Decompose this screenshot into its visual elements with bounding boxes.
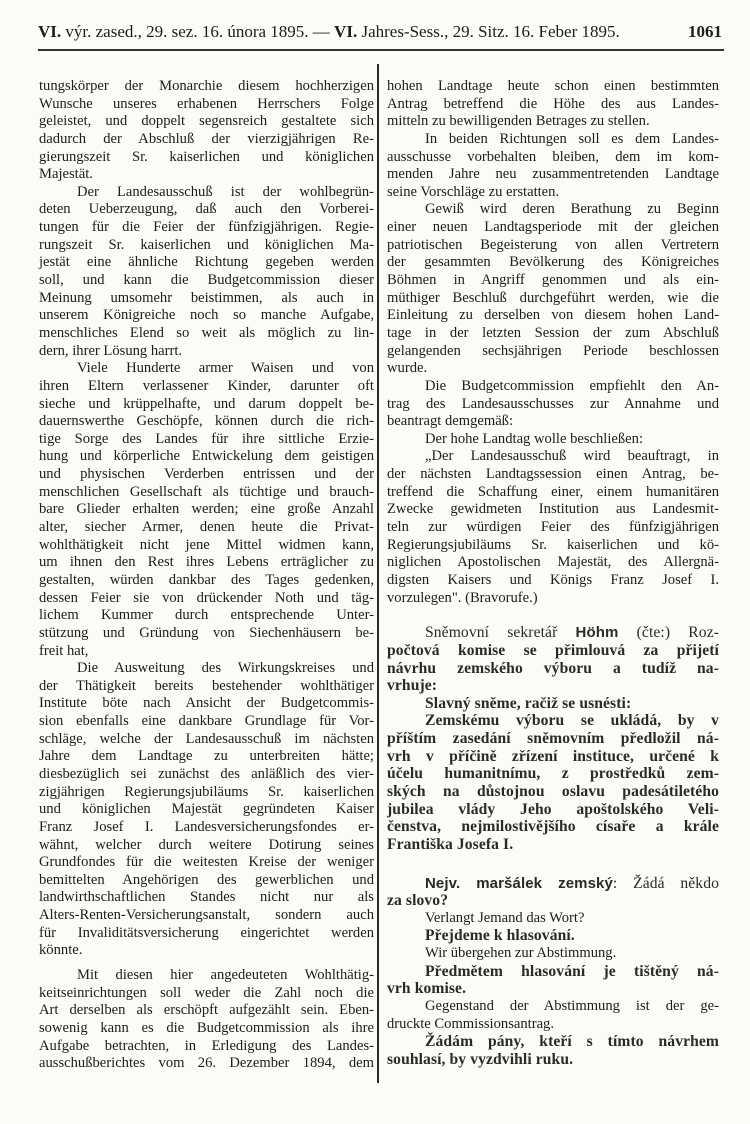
text-line: müthiger Beschluß durchgeführt werden, wie die [387,289,719,306]
text-line: gierungszeit Sr. kaiserlichen und königlichen [39,148,374,165]
paragraph [387,695,719,713]
text-line: tungen für die Feier der fünfzigjährigen. Regie- [39,219,374,236]
text-line [387,875,719,893]
paragraph [387,945,719,963]
text-line: seine Vorschläge zu erstatten. [387,183,560,200]
text-line: Grundfondes für die weitesten Kreise der weniger [39,854,374,871]
right-column [387,78,719,1069]
text-line: jubilea vlády Jeho apoštolského Veli- [387,800,719,818]
text-line: und königlichen Majestät gegründeten Kaiser [39,801,374,818]
text-line: dadurch der Abschluß der vierzigjährigen Re- [39,130,374,147]
text-line: ihren Eltern verlassener Kinder, darunter oft [39,377,374,394]
paragraph [387,927,719,945]
text-line: Majestät. [39,166,93,183]
text-line: wähnt, welcher durch weitere Dotirung seines [39,836,374,853]
text-line: dessen Feier sie von drückender Noth und täg- [39,589,374,606]
text-line: sieche und krüppelhafte, und darum doppelt be- [39,395,374,412]
paragraph [387,448,719,607]
text-line: wohlthätigkeit nicht jene Mittel widmen kann, [39,536,374,553]
paragraph [387,712,719,853]
text-line: rungszeit Sr. kaiserlichen und königlichen Ma- [39,236,374,253]
text-line: příštím zasedání sněmovním předložil ná- [387,730,719,748]
text-line: ských na důstojnou oslavu padesátiletého [387,782,719,800]
text-line: soll, und kann die Budgetcommission dieser [39,272,374,289]
paragraph [39,660,374,960]
text-line: Františka Josefa I. [387,835,514,853]
paragraph [387,201,719,377]
text-line: bemittelten Angehörigen des gewerblichen und [39,871,374,888]
paragraph [387,378,719,431]
text-line: landwirthschaftlichen Standes nicht nur als [39,889,374,906]
text-line: Zemskému výboru se ukládá, by v [425,712,719,730]
text-line: Franz Josef I. Landesversicherungsfondes er- [39,818,374,835]
text-line: Der hohe Landtag wolle beschließen: [425,430,644,447]
text-line: hohen Landtage heute schon einen bestimmten [387,78,719,94]
text-line: der Thätigkeit bereits bestehender wohlthätiger [39,677,374,694]
text-line: Slavný sněme, račiž se usnésti: [425,694,632,712]
text-line: keitseinrichtungen soll weder die Zahl noch die [39,984,374,1001]
text-line: freit hat, [39,642,89,659]
text-line: der gesammten Bevölkerung des Königreiches [387,254,719,271]
paragraph [39,184,374,360]
text-line: Art derselben als erschöpft aufgezählt sein. Eben- [39,1002,374,1019]
text-line: diesbezüglich sei zunächst des anläßlich des vier- [39,765,374,782]
paragraph [39,78,374,184]
speaker-name: Nejv. maršálek zemský [425,874,613,892]
text-line: hung und körperliche Entwickelung dem geistigen [39,448,374,465]
paragraph [387,131,719,202]
text-line: Předmětem hlasování je tištěný ná- [425,962,719,980]
text-line: Die Budgetcommission empfiehlt den An- [425,377,719,394]
text-line: geleistet, und doppelt segensreich gestaltete sich [39,113,374,130]
paragraph [39,967,374,1073]
speaker-name: Höhm [575,624,619,642]
paragraph [387,78,719,131]
paragraph [387,875,719,910]
text-line: sion ebenfalls eine dankbare Grundlage für Vor- [39,713,374,730]
text-line: návrhu zemského výboru a tudíž na- [387,659,719,677]
header-volume-cz: VI. [38,22,62,41]
text-line: Die Ausweitung des Wirkungskreises und [77,660,374,677]
text-line: Alters-Renten-Versicherungsanstalt, sondern auch [39,907,374,924]
text-line: vrhuje: [387,677,438,695]
text-line: Antrag betreffend die Höhe des aus Landes- [387,95,719,112]
text-line [387,624,719,642]
text-line: schläge, welche der Landesausschuß im nächsten [39,730,374,747]
text-line: Gewiß wird deren Berathung zu Beginn [425,201,719,218]
text-line: mitteln zu bewilligenden Betrages zu stellen. [387,113,650,130]
text-segment: : Žádá někdo [612,874,720,892]
text-line: Einleitung zu derselben von diesem hohen Land- [387,307,719,324]
text-line: sowenig kann es die Budgetcommission als ihre [39,1019,374,1036]
text-line: um ihnen den Rest ihres Lebens erträglicher zu [39,554,374,571]
text-line: Böhmen in Angriff genommen und als ein- [387,272,719,289]
text-line: Institute böte nach Ansicht der Budgetcommis- [39,695,374,712]
paragraph [387,624,719,695]
text-line: tungskörper der Monarchie diesem hochherzigen [39,78,374,94]
text-line: In beiden Richtungen soll es dem Landes- [425,130,719,147]
text-line: dauernswerthe Geschöpfe, können durch die rich- [39,413,374,430]
text-line: lichem Kummer durch entsprechende Unter- [39,607,374,624]
text-line: gelangenden sechsjährigen Periode beschlossen [387,342,719,359]
text-line: menden Jahre neu zusammentretenden Landtage [387,166,719,183]
text-line: jestät eine ähnliche Richtung gegeben werden [39,254,374,271]
text-line: menschliches Elend so weit als möglich zu lin- [39,324,374,341]
page-number: 1061 [688,22,722,41]
text-line: für Invaliditätsversicherung eingerichtet werden [39,924,374,941]
text-line: Wir übergehen zur Abstimmung. [425,945,617,962]
text-line: der nächsten Landtagssession einen Antrag, be- [387,466,719,483]
text-line: Viele Hunderte armer Waisen und von [77,360,374,377]
text-line: ausschusse vorbehalten bleiben, dem im kom- [387,148,719,165]
header-rule [38,49,724,51]
column-divider [377,64,379,1083]
text-line: wurde. [387,360,428,377]
text-line: könnte. [39,942,83,959]
text-line: počtová komise se přimlouvá za přijetí [387,641,719,659]
header-session-cz: výr. zased., 29. sez. 16. února 1895. — [65,22,330,41]
text-line: gestalten, würden dankbar des Tages gedenken, [39,571,374,588]
text-line: Jahre dem Landtage zu unterbreiten hätte; [39,748,374,765]
text-line: deten Ueberzeugung, daß auch den Vorberei- [39,201,374,218]
text-line: trag des Landesausschusses zur Annahme und [387,395,719,412]
text-line: tage in der letzten Session der zum Abschluß [387,324,719,341]
text-line: Regierungsjubiläums Sr. kaiserlichen und kö- [387,536,719,553]
paragraph [387,963,719,998]
text-line: vrh v příčině zřízení instituce, určené k [387,747,719,765]
text-line: unserem Königreiche noch so manche Aufgabe, [39,307,374,324]
header-volume-de: VI. [334,22,358,41]
text-line: niglichen Apostolischen Majestät, des Allergnä- [387,554,719,571]
text-line: dern, ihrer Lösung harrt. [39,342,183,359]
text-line: Zwecke gewidmeten Institution aus Landesmit- [387,501,719,518]
paragraph [387,1033,719,1068]
text-line: stützung und Gründung von Siechenhäusern be- [39,624,374,641]
text-line: alter, siecher Armer, denen heute die Privat- [39,519,374,536]
text-line: Wunsche unseres erhabenen Herrschers Folge [39,95,374,112]
text-line: einer neuen Landtagsperiode mit der gleichen [387,219,719,236]
text-line: vrh komise. [387,980,467,998]
text-line: bare Glieder erhalten werden; eine große Anzahl [39,501,374,518]
text-line: tige Sorge des Landes für ihre sittliche Erzie- [39,430,374,447]
text-line: patriotischen Begeisterung von allen Vertretern [387,236,719,253]
text-line: souhlasí, by vyzdvihli ruku. [387,1050,574,1068]
text-line: Přejdeme k hlasování. [425,927,575,945]
text-line: Meinung umsomehr beistimmen, als auch in [39,289,374,306]
text-line: ausschußberichtes vom 26. Dezember 1894, dem [39,1055,374,1072]
text-line: und physischen Verderben entrissen und der [39,466,374,483]
paragraph [39,360,374,660]
text-line: Der Landesausschuß ist der wohlbegrün- [77,183,374,200]
text-line: za slovo? [387,892,449,910]
text-line: zigjährigen Regierungsjubiläums Sr. kaiserlichen [39,783,374,800]
text-line: „Der Landesausschuß wird beauftragt, in [425,448,719,465]
text-line: treffend die Schaffung einer, einem humanitären [387,483,719,500]
text-line: vorzulegen". (Bravorufe.) [387,589,538,606]
text-line: digsten Kaisers und Königs Franz Josef I. [387,571,719,588]
text-line: menschlichen Gesellschaft als tüchtige und brauch- [39,483,374,500]
text-line: druckte Commissionsantrag. [387,1015,554,1032]
text-line: Aufgabe betrachten, in Erledigung des Landes- [39,1037,374,1054]
header-czech [38,22,620,42]
left-column [39,78,374,1073]
header-session-de: Jahres-Sess., 29. Sitz. 16. Feber 1895. [361,22,620,41]
paragraph [387,431,719,449]
paragraph [387,910,719,928]
text-line: Žádám pány, kteří s tímto návrhem [425,1033,719,1051]
text-line: beantragt demgemäß: [387,413,514,430]
text-segment: Sněmovní sekretář [425,624,576,642]
text-line: teln zur würdigen Feier des fünfzigjährigen [387,519,719,536]
text-segment: (čte:) Roz- [618,624,720,642]
text-line: Gegenstand der Abstimmung ist der ge- [425,998,719,1015]
text-line: čenstva, nejmilostivějšího císaře a krále [387,818,719,836]
running-header [38,22,722,44]
text-line: Verlangt Jemand das Wort? [425,909,585,926]
text-line: účelu humanitnímu, z prostředků zem- [387,765,719,783]
paragraph [387,998,719,1033]
text-line: Mit diesen hier angedeuteten Wohlthätig- [77,967,374,984]
